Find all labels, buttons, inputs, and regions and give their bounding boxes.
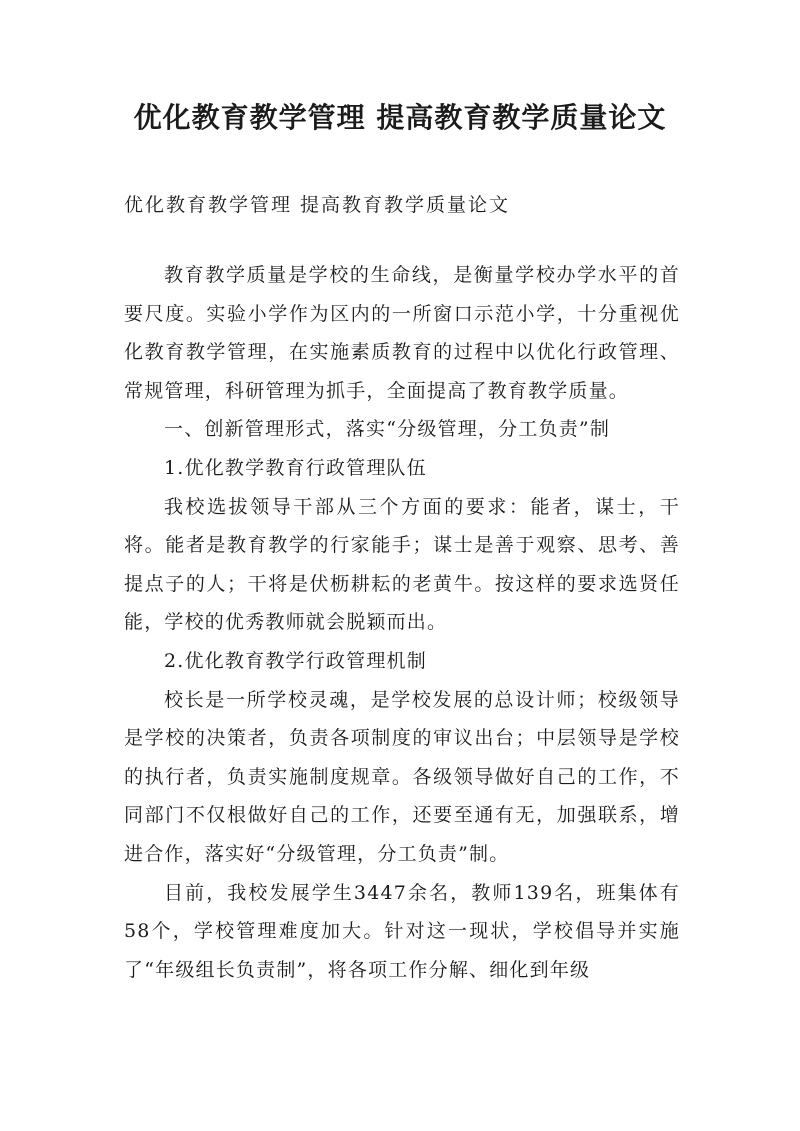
document-body	[124, 256, 680, 989]
document-title: 优化教育教学管理 提高教育教学质量论文	[133, 101, 667, 134]
subheading-2: 2.优化教育教学行政管理机制	[164, 649, 427, 672]
section-heading-1: 一、创新管理形式，落实“分级管理，分工负责”制	[164, 418, 611, 441]
paragraph-current-status: 目前，我校发展学生3447余名，教师139名，班集体有58个，学校管理难度加大。针对这一现状，学校倡导并实施了“年级组长负责制”，将各项工作分解、细化到年级	[124, 881, 680, 981]
document-subtitle: 优化教育教学管理 提高教育教学质量论文	[124, 194, 511, 216]
paragraph-intro: 教育教学质量是学校的生命线，是衡量学校办学水平的首要尺度。实验小学作为区内的一所窗口示范小学，十分重视优化教育教学管理，在实施素质教育的过程中以优化行政管理、常规管理，科研管理为抓手，全面提高了教育教学质量。	[124, 264, 680, 402]
paragraph-management-mechanism: 校长是一所学校灵魂，是学校发展的总设计师；校级领导是学校的决策者，负责各项制度的审议出台；中层领导是学校的执行者，负责实施制度规章。各级领导做好自己的工作，不同部门不仅根做好自己的工作，还要至通有无，加强联系，增进合作，落实好“分级管理，分工负责”制。	[124, 688, 680, 865]
paragraph-leadership-selection: 我校选拔领导干部从三个方面的要求：能者，谋士，干将。能者是教育教学的行家能手；谋士是善于观察、思考、善提点子的人；干将是伏枥耕耘的老黄牛。按这样的要求选贤任能，学校的优秀教师就会脱颖而出。	[124, 495, 680, 634]
subheading-1: 1.优化教学教育行政管理队伍	[164, 456, 427, 479]
